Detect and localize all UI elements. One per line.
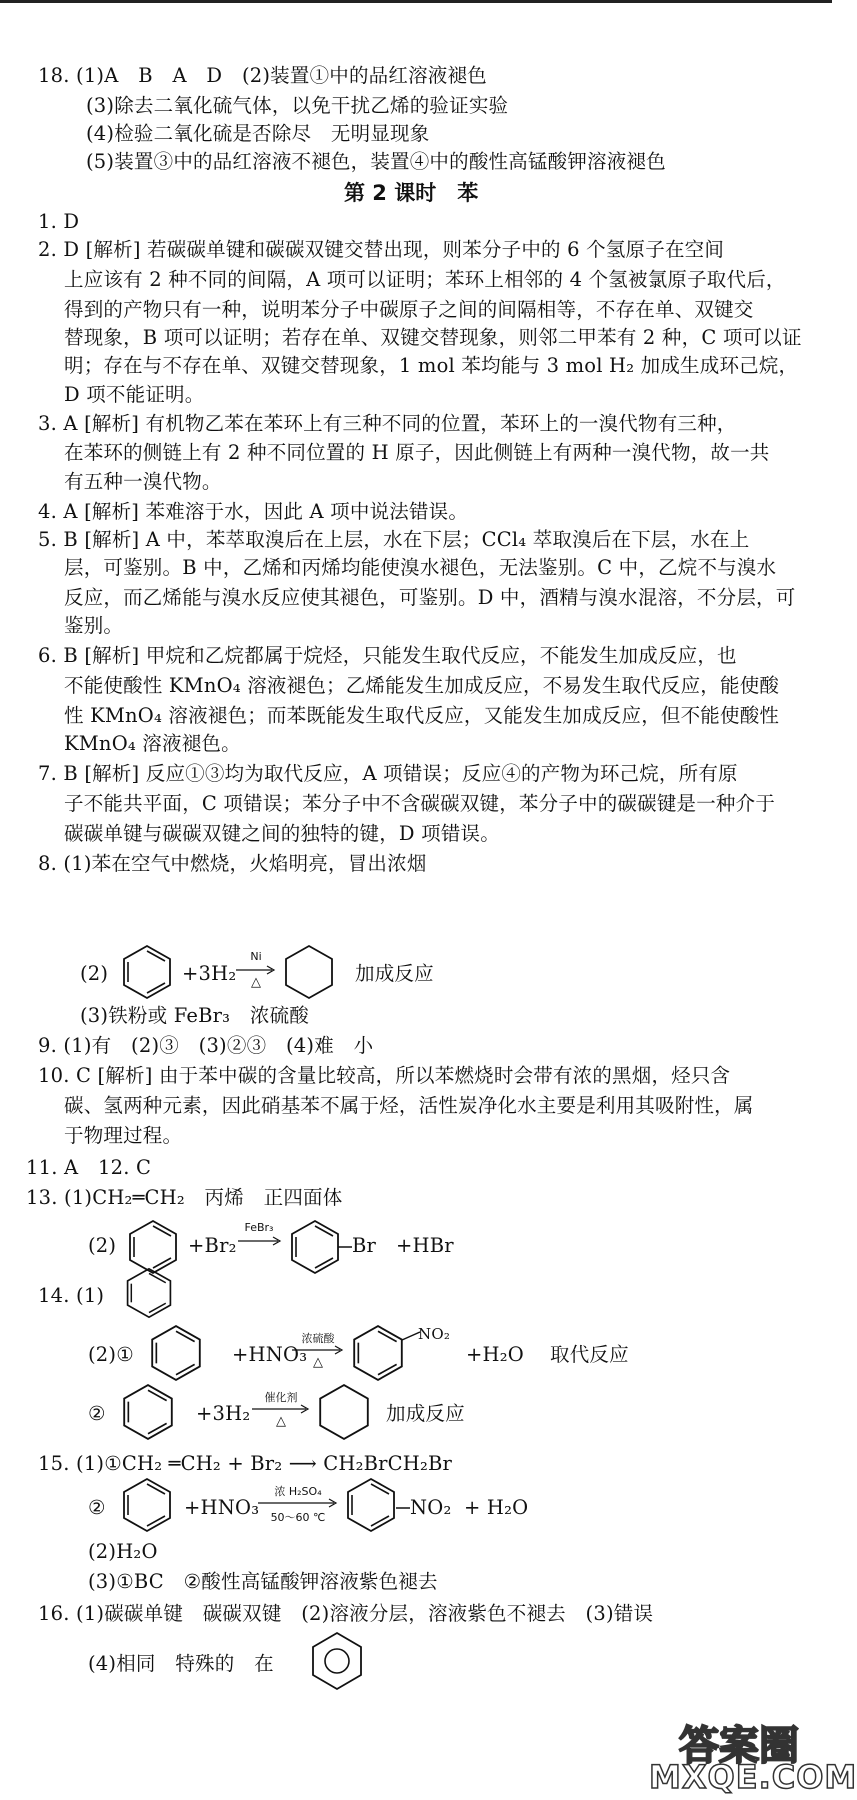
answer-line: 5. B [解析] A 中，苯萃取溴后在上层，水在下层；CCl₄ 萃取溴后在下层，水在上 xyxy=(38,528,750,551)
eq-product: + H₂O xyxy=(464,1496,529,1519)
answer-line: 14. (1) xyxy=(38,1284,105,1307)
benzene-icon xyxy=(342,1476,400,1534)
benzene-icon xyxy=(118,1476,176,1534)
eq-reagent: +HNO₃ xyxy=(232,1343,308,1366)
answer-line: (3)①BC ②酸性高锰酸钾溶液紫色褪去 xyxy=(88,1570,438,1593)
answer-line: 上应该有 2 种不同的间隔，A 项可以证明；苯环上相邻的 4 个氢被氯原子取代后， xyxy=(64,268,786,291)
eq-substituent: NO₂ xyxy=(410,1496,452,1519)
answer-line: 15. (1)①CH₂ ═CH₂ + Br₂ ⟶ CH₂BrCH₂Br xyxy=(38,1452,453,1475)
eq-reagent: +Br₂ xyxy=(188,1234,237,1257)
answer-line: (3)除去二氧化硫气体，以免干扰乙烯的验证实验 xyxy=(86,94,509,117)
answer-line: 明；存在与不存在单、双键交替现象，1 mol 苯均能与 3 mol H₂ 加成生成环己烷， xyxy=(64,354,799,377)
answer-line: 4. A [解析] 苯难溶于水，因此 A 项中说法错误。 xyxy=(38,500,469,523)
section-title: 第 2 课时 苯 xyxy=(344,181,479,205)
answer-line: 7. B [解析] 反应①③均为取代反应，A 项错误；反应④的产物为环己烷，所有原 xyxy=(38,762,738,785)
answer-line: 13. (1)CH₂═CH₂ 丙烯 正四面体 xyxy=(26,1186,343,1209)
benzene-circle-icon xyxy=(306,1630,368,1692)
reaction-arrow-icon xyxy=(236,966,276,974)
answer-line: 6. B [解析] 甲烷和乙烷都属于烷烃，只能发生取代反应，不能发生加成反应，也 xyxy=(38,644,737,667)
benzene-icon xyxy=(348,1323,408,1383)
eq-prefix: (2)① xyxy=(88,1343,134,1366)
answer-line: 不能使酸性 KMnO₄ 溶液褪色；乙烯能发生加成反应，不易发生取代反应，能使酸 xyxy=(64,674,780,697)
reaction-type: 取代反应 xyxy=(550,1343,629,1366)
watermark-bottom: MXQE.COM xyxy=(649,1758,857,1796)
answer-line: 反应，而乙烯能与溴水反应使其褪色，可鉴别。D 中，酒精与溴水混溶，不分层，可 xyxy=(64,586,796,609)
eq-product: +HBr xyxy=(396,1234,454,1257)
answer-line: 2. D [解析] 若碳碳单键和碳碳双键交替出现，则苯分子中的 6 个氢原子在空间 xyxy=(38,238,725,261)
reaction-type: 加成反应 xyxy=(355,962,434,985)
answer-line: (2)H₂O xyxy=(88,1540,158,1563)
answer-line: 子不能共平面，C 项错误；苯分子中不含碳碳双键，苯分子中的碳碳键是一种介于 xyxy=(64,792,776,815)
top-rule xyxy=(0,0,832,3)
benzene-icon xyxy=(122,1266,176,1320)
answer-line: 鉴别。 xyxy=(64,614,124,637)
watermark-logo xyxy=(639,1714,857,1796)
eq-condition: FeBr₃ xyxy=(244,1221,274,1234)
answer-line: 11. A 12. C xyxy=(26,1156,152,1179)
reaction-arrow-icon xyxy=(292,1346,344,1354)
eq-prefix: ② xyxy=(88,1402,106,1425)
answer-line: 16. (1)碳碳单键 碳碳双键 (2)溶液分层，溶液紫色不褪去 (3)错误 xyxy=(38,1602,654,1625)
answer-line: D 项不能证明。 xyxy=(64,383,205,406)
cyclohexane-icon xyxy=(314,1382,374,1442)
answer-line: 1. D xyxy=(38,210,80,233)
benzene-icon xyxy=(146,1323,206,1383)
eq-product: +H₂O xyxy=(466,1343,524,1366)
eq-heat: △ xyxy=(313,1355,323,1370)
watermark-top: 答案圈 xyxy=(679,1723,799,1769)
eq-reagent: +3H₂ xyxy=(196,1402,251,1425)
answer-line: 性 KMnO₄ 溶液褪色；而苯既能发生取代反应，又能发生加成反应，但不能使酸性 xyxy=(64,704,780,727)
benzene-icon xyxy=(118,1382,178,1442)
eq-condition: Ni xyxy=(250,950,262,963)
answer-line: (4)检验二氧化硫是否除尽 无明显现象 xyxy=(86,122,430,145)
eq-prefix: (2) xyxy=(88,1234,117,1257)
reaction-arrow-icon xyxy=(252,1405,310,1413)
answer-line: 10. C [解析] 由于苯中碳的含量比较高，所以苯燃烧时会带有浓的黑烟，烃只含 xyxy=(38,1064,731,1087)
answer-line: KMnO₄ 溶液褪色。 xyxy=(64,732,241,755)
answer-line: 层，可鉴别。B 中，乙烯和丙烯均能使溴水褪色，无法鉴别。C 中，乙烷不与溴水 xyxy=(64,556,777,579)
bond-line-icon xyxy=(396,1506,410,1510)
eq-prefix: (2) xyxy=(80,962,109,985)
eq-heat: △ xyxy=(251,975,261,990)
eq-heat: △ xyxy=(276,1414,286,1429)
answer-line: (3)铁粉或 FeBr₃ 浓硫酸 xyxy=(80,1004,309,1027)
answer-line: 替现象，B 项可以证明；若存在单、双键交替现象，则邻二甲苯有 2 种，C 项可以证 xyxy=(64,326,802,349)
answer-line: 碳、氢两种元素，因此硝基苯不属于烃，活性炭净化水主要是利用其吸附性，属 xyxy=(64,1094,754,1117)
answer-line: 9. (1)有 (2)③ (3)②③ (4)难 小 xyxy=(38,1034,374,1057)
eq-reagent: +HNO₃ xyxy=(184,1496,260,1519)
benzene-icon xyxy=(286,1218,344,1276)
eq-substituent: Br xyxy=(352,1234,377,1257)
cyclohexane-icon xyxy=(280,943,338,1001)
reaction-arrow-icon xyxy=(258,1499,338,1507)
eq-temperature: 50～60 ℃ xyxy=(270,1511,326,1524)
answer-line: 18. (1)A B A D (2)装置①中的品红溶液褪色 xyxy=(38,64,487,87)
answer-line: 8. (1)苯在空气中燃烧，火焰明亮，冒出浓烟 xyxy=(38,852,427,875)
answer-line: 有五种一溴代物。 xyxy=(64,470,222,493)
eq-prefix: ② xyxy=(88,1496,106,1519)
answer-line: (5)装置③中的品红溶液不褪色，装置④中的酸性高锰酸钾溶液褪色 xyxy=(86,150,666,173)
answer-line: 于物理过程。 xyxy=(64,1124,183,1147)
eq-condition: 浓 H₂SO₄ xyxy=(274,1485,322,1498)
answer-line: 碳碳单键与碳碳双键之间的独特的键，D 项错误。 xyxy=(64,822,500,845)
answer-line: 在苯环的侧链上有 2 种不同位置的 H 原子，因此侧链上有两种一溴代物，故一共 xyxy=(64,441,770,464)
eq-substituent: NO₂ xyxy=(418,1325,451,1343)
benzene-icon xyxy=(118,943,176,1001)
eq-condition: 浓硫酸 xyxy=(301,1332,335,1345)
eq-condition: 催化剂 xyxy=(264,1391,298,1404)
answer-line: 3. A [解析] 有机物乙苯在苯环上有三种不同的位置，苯环上的一溴代物有三种， xyxy=(38,412,737,435)
reaction-arrow-icon xyxy=(238,1237,282,1245)
reaction-type: 加成反应 xyxy=(386,1402,465,1425)
bond-line-icon xyxy=(338,1245,352,1249)
answer-line: 得到的产物只有一种，说明苯分子中碳原子之间的间隔相等，不存在单、双键交 xyxy=(64,298,754,321)
answer-line: (4)相同 特殊的 在 xyxy=(88,1652,274,1675)
eq-reagent: +3H₂ xyxy=(182,962,237,985)
